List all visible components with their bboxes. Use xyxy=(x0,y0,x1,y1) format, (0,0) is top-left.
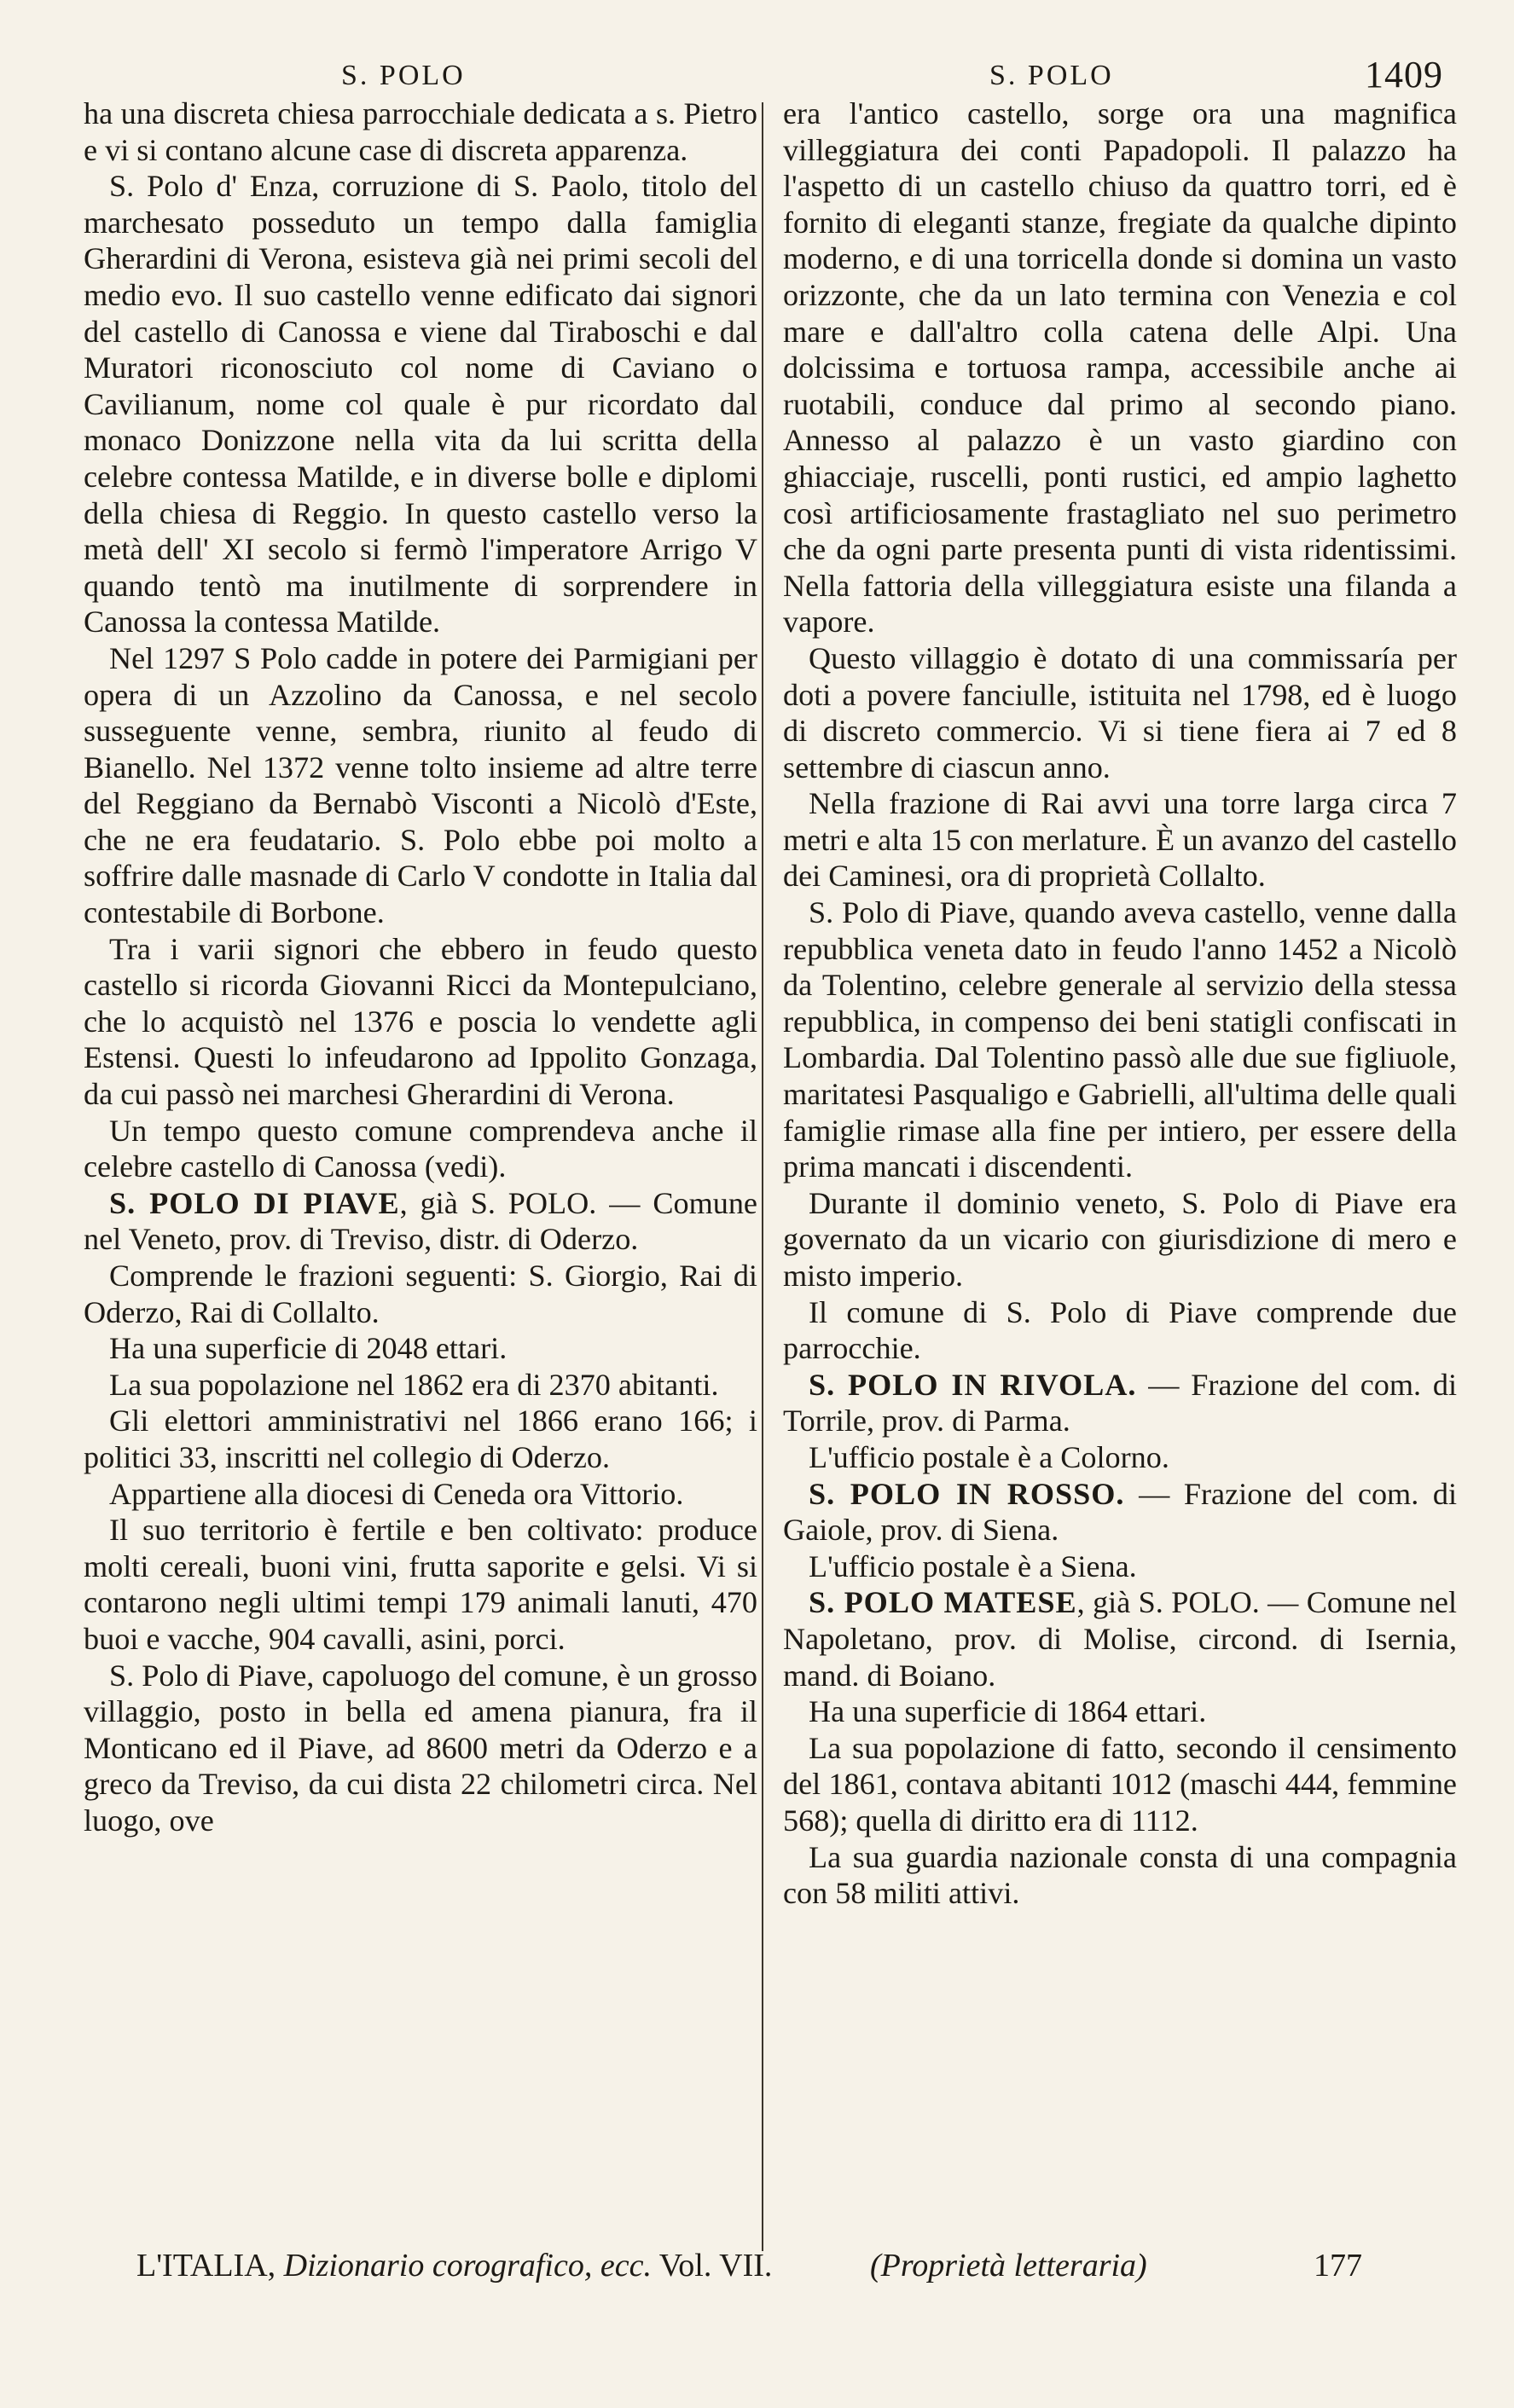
paragraph: La sua guardia nazionale consta di una compagnia con 58 militi attivi. xyxy=(783,1839,1457,1911)
entry-heading-paragraph: S. POLO IN RIVOLA. — Frazione del com. di Torrile, prov. di Parma. xyxy=(783,1367,1457,1438)
entry-heading-paragraph: S. POLO DI PIAVE, già S. POLO. — Comune nel Veneto, prov. di Treviso, distr. di Oderzo. xyxy=(84,1185,757,1257)
paragraph: Ha una superficie di 2048 ettari. xyxy=(109,1331,508,1366)
paragraph: Nel 1297 S Polo cadde in potere dei Parmigiani per opera di un Azzolino da Canossa, e nel secolo susseguente venne, sembra, riunito al feudo di Bianello. Nel 1372 venne tolto insieme ad altre terre del Reggiano da Bernabò Visconti a Nicolò d'Este, che ne era feudatario. S. Polo ebbe poi molto a soffrire dalle masnade di Carlo V condotte in Italia dal contestabile di Borbone. xyxy=(84,640,757,930)
page-footer xyxy=(136,2247,1416,2289)
paragraph: La sua popolazione nel 1862 era di 2370 abitanti. xyxy=(109,1367,719,1402)
paragraph: era l'antico castello, sorge ora una magnifica villeggiatura dei conti Papadopoli. Il palazzo ha l'aspetto di un castello chiuso da quattro torri, ed è fornito di eleganti stanze, fregiate da qualche dipinto moderno, e di una torricella donde si domina un vasto orizzonte, che da un lato termina con Venezia e col mare e dall'altro colla catena delle Alpi. Una dolcissima e tortuosa rampa, accessibile anche ai ruotabili, conduce dal primo al secondo piano. Annesso al palazzo è un vasto giardino con ghiacciaje, ruscelli, ponti rustici, ed ampio laghetto così artificiosamente frastagliato nel suo perimetro che da ogni parte presenta punti di vista ridentissimi. Nella fattoria della villeggiatura esiste una filanda a vapore. xyxy=(783,96,1457,640)
entry-head: S. POLO MATESE xyxy=(809,1585,1077,1620)
paragraph: La sua popolazione di fatto, secondo il censimento del 1861, contava abitanti 1012 (maschi 444, femmine 568); quella di diritto era di 1112. xyxy=(783,1730,1457,1838)
paragraph: Appartiene alla diocesi di Ceneda ora Vittorio. xyxy=(109,1476,684,1511)
paragraph: S. Polo d' Enza, corruzione di S. Paolo, titolo del marchesato posseduto un tempo dalla famiglia Gherardini di Verona, esisteva già nei primi secoli del medio evo. Il suo castello venne edificato dai signori del castello di Canossa e viene dal Tiraboschi e dal Muratori riconosciuto col nome di Caviano o Cavilianum, nome col quale è pur ricordato dal monaco Donizzone nella vita da lui scritta della celebre contessa Matilde, e in diverse bolle e diplomi della chiesa di Reggio. In questo castello verso la metà dell' XI secolo si fermò l'imperatore Arrigo V quando tentò ma inutilmente di sorprendere in Canossa la contessa Matilde. xyxy=(84,169,757,640)
paragraph: Durante il dominio veneto, S. Polo di Piave era governato da un vicario con giurisdizione di mero e misto imperio. xyxy=(783,1185,1457,1293)
entry-head: S. POLO IN RIVOLA. xyxy=(809,1367,1137,1402)
footer-signature: 177 xyxy=(1314,2248,1362,2284)
footer-rights: (Proprietà letteraria) xyxy=(870,2248,1147,2284)
entry-head: S. POLO IN ROSSO. xyxy=(809,1476,1125,1511)
footer-title: L'ITALIA, Dizionario corografico, ecc. Vol. VII. xyxy=(136,2248,773,2284)
right-column xyxy=(783,96,1457,1912)
running-head-left: S. POLO xyxy=(341,60,466,91)
paragraph: L'ufficio postale è a Colorno. xyxy=(809,1439,1169,1474)
paragraph: Questo villaggio è dotato di una commissaría per doti a povere fanciulle, istituita nel 1798, ed è luogo di discreto commercio. Vi si tiene fiera ai 7 ed 8 settembre di ciascun anno. xyxy=(783,640,1457,784)
paragraph: L'ufficio postale è a Siena. xyxy=(809,1548,1137,1583)
page-number: 1409 xyxy=(1365,54,1443,96)
paragraph: S. Polo di Piave, capoluogo del comune, è un grosso villaggio, posto in bella ed amena pianura, fra il Monticano ed il Piave, ad 8600 metri da Oderzo e a greco da Treviso, da cui dista 22 chilometri circa. Nel luogo, ove xyxy=(84,1658,757,1838)
paragraph: Un tempo questo comune comprendeva anche il celebre castello di Canossa (vedi). xyxy=(84,1113,757,1184)
paragraph: Il comune di S. Polo di Piave comprende due parrocchie. xyxy=(783,1294,1457,1366)
paragraph: Comprende le frazioni seguenti: S. Giorgio, Rai di Oderzo, Rai di Collalto. xyxy=(84,1259,757,1329)
entry-heading-paragraph: S. POLO IN ROSSO. — Frazione del com. di Gaiole, prov. di Siena. xyxy=(783,1476,1458,1548)
paragraph: Gli elettori amministrativi nel 1866 erano 166; i politici 33, inscritti nel collegio di Oderzo. xyxy=(84,1404,757,1474)
column-divider xyxy=(762,102,763,2251)
paragraph: ha una discreta chiesa parrocchiale dedicata a s. Pietro e vi si contano alcune case di discreta apparenza. xyxy=(84,96,757,167)
entry-head: S. POLO DI PIAVE xyxy=(109,1185,400,1220)
paragraph: Il suo territorio è fertile e ben coltivato: produce molti cereali, buoni vini, frutta saporite e gelsi. Vi si contarono negli ultimi tempi 179 animali lanuti, 470 buoi e vacche, 904 cavalli, asini, porci. xyxy=(84,1513,757,1656)
paragraph: S. Polo di Piave, quando aveva castello, venne dalla repubblica veneta dato in feudo l'anno 1452 a Nicolò da Tolentino, celebre generale al servizio della stessa repubblica, in compenso dei beni statigli confiscati in Lombardia. Dal Tolentino passò alle due sue figliuole, maritatesi Pasqualigo e Gabrielli, all'ultima delle quali famiglie rimase alla fine per intiero, per essere della prima mancati i discendenti. xyxy=(783,895,1457,1184)
running-head-right: S. POLO xyxy=(989,60,1114,91)
paragraph: Ha una superficie di 1864 ettari. xyxy=(809,1694,1207,1729)
entry-heading-paragraph: S. POLO MATESE, già S. POLO. — Comune nel Napoletano, prov. di Molise, circond. di Isernia, mand. di Boiano. xyxy=(783,1585,1457,1693)
paragraph: Tra i varii signori che ebbero in feudo questo castello si ricorda Giovanni Ricci da Montepulciano, che lo acquistò nel 1376 e poscia lo vendette agli Estensi. Questi lo infeudarono ad Ippolito Gonzaga, da cui passò nei marchesi Gherardini di Verona. xyxy=(84,931,757,1112)
paragraph: Nella frazione di Rai avvi una torre larga circa 7 metri e alta 15 con merlature. È un avanzo del castello dei Caminesi, ora di proprietà Collalto. xyxy=(783,786,1457,894)
left-column xyxy=(84,96,757,1839)
